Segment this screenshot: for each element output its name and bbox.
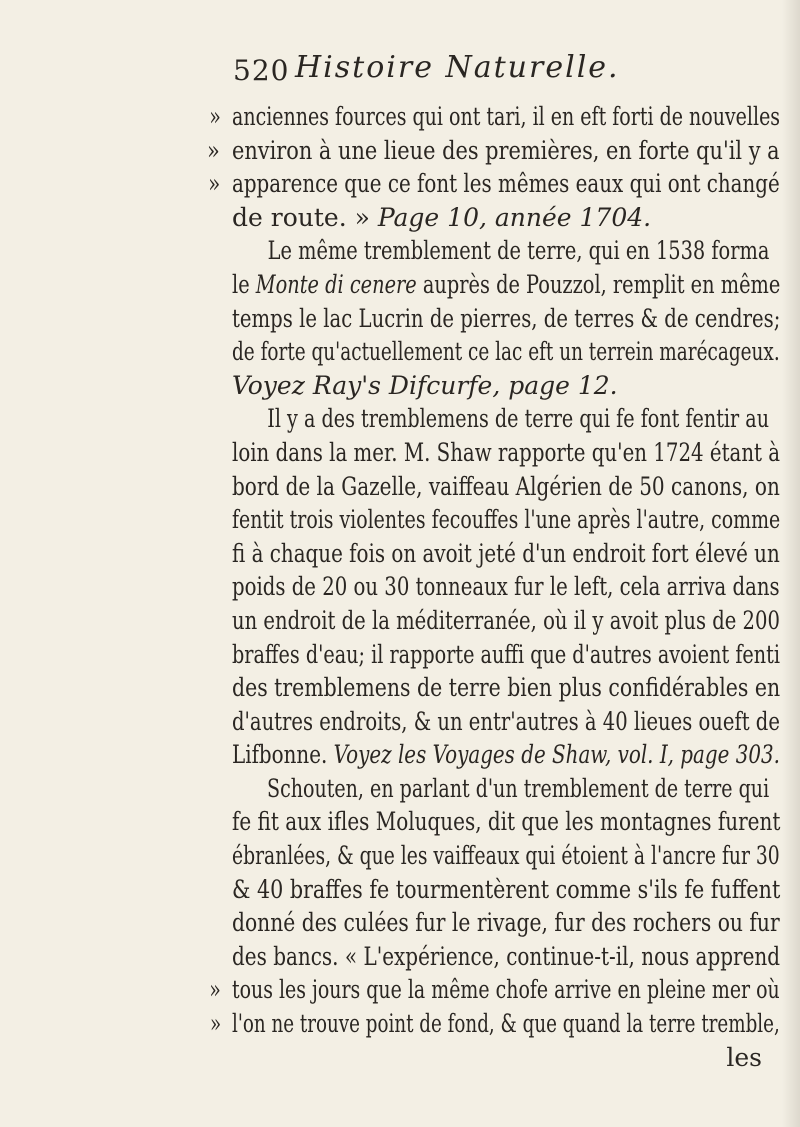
text-segment: de forte qu'actuellement ce lac eft un terrein marécageux. bbox=[232, 337, 780, 367]
quote-mark: » bbox=[209, 975, 221, 1005]
text-segment: Lifbonne. bbox=[232, 740, 334, 770]
text-line bbox=[232, 671, 781, 705]
text-line bbox=[232, 268, 781, 302]
text-line bbox=[232, 302, 781, 336]
text-segment: loin dans la mer. M. Shaw rapporte qu'en 1724 étant à bbox=[232, 437, 781, 467]
text-segment: des bancs. « L'expérience, continue-t-il, nous apprend bbox=[232, 941, 781, 971]
text-segment: fentit trois violentes fecouffes l'une après l'autre, comme bbox=[232, 505, 781, 535]
text-segment: bord de la Gazelle, vaiffeau Algérien de 50 canons, on bbox=[232, 471, 780, 501]
page-edge-shadow bbox=[782, 0, 800, 1127]
page-number: 520 bbox=[233, 54, 290, 87]
text-line bbox=[232, 335, 780, 369]
text-line bbox=[232, 638, 780, 672]
text-line bbox=[232, 537, 780, 571]
text-segment: temps le lac Lucrin de pierres, de terres & de cendres; bbox=[232, 303, 781, 333]
text-segment: le bbox=[232, 269, 256, 299]
text-line bbox=[232, 805, 781, 839]
text-segment: apparence que ce font les mêmes eaux qui ont changé bbox=[232, 169, 780, 199]
text-segment: braffes d'eau; il rapporte auffi que d'autres avoient fenti bbox=[232, 639, 780, 669]
italic-text: Page 10, année 1704. bbox=[377, 202, 652, 232]
running-title: Histoire Naturelle. bbox=[295, 50, 620, 85]
text-line bbox=[232, 436, 781, 470]
text-line bbox=[232, 402, 770, 436]
italic-text: Monte di cenere bbox=[255, 269, 417, 299]
text-line bbox=[232, 201, 792, 235]
text-segment: Il y a des tremblemens de terre qui fe font fentir au bbox=[267, 404, 770, 434]
text-segment: environ à une lieue des premières, en forte qu'il y a bbox=[232, 135, 780, 165]
text-segment: Schouten, en parlant d'un tremblement de terre qui bbox=[267, 773, 770, 803]
text-line bbox=[232, 873, 781, 907]
text-segment: fi à chaque fois on avoit jeté d'un endroit fort élevé un bbox=[232, 538, 780, 568]
quote-mark: » bbox=[210, 1009, 222, 1039]
text-line bbox=[208, 167, 780, 201]
text-line bbox=[210, 1007, 780, 1041]
italic-text: Voyez Ray's Difcurfe, page 12. bbox=[232, 370, 618, 400]
text-line bbox=[232, 772, 770, 806]
text-line bbox=[232, 705, 780, 739]
quote-mark: » bbox=[206, 135, 220, 165]
text-line bbox=[232, 738, 780, 772]
text-segment: ébranlées, & que les vaiffeaux qui étoient à l'ancre fur 30 bbox=[232, 841, 780, 871]
text-line bbox=[232, 940, 781, 974]
text-segment: un endroit de la méditerranée, où il y avoit plus de 200 bbox=[232, 605, 780, 635]
text-line bbox=[209, 100, 781, 134]
text-line bbox=[232, 503, 781, 537]
text-segment: des tremblemens de terre bien plus confidérables en bbox=[232, 673, 781, 703]
text-line bbox=[232, 604, 780, 638]
text-line bbox=[232, 470, 780, 504]
page-header bbox=[233, 50, 773, 94]
text-line bbox=[232, 369, 792, 403]
text-line bbox=[232, 234, 770, 268]
text-segment: de route. » bbox=[232, 202, 378, 232]
text-segment: anciennes fources qui ont tari, il en eft forti de nouvelles bbox=[232, 102, 781, 131]
text-line bbox=[206, 134, 780, 168]
text-segment: l'on ne trouve point de fond, & que quand la terre tremble, bbox=[232, 1009, 780, 1039]
text-segment: auprès de Pouzzol, remplit en même bbox=[416, 269, 781, 299]
text-line bbox=[232, 570, 780, 604]
quote-mark: » bbox=[208, 169, 221, 199]
text-line bbox=[232, 906, 780, 940]
catchword: les bbox=[726, 1042, 762, 1072]
text-segment: & 40 braffes fe tourmentèrent comme s'ils fe fuffent bbox=[232, 874, 781, 904]
text-segment: d'autres endroits, & un entr'autres à 40 lieues oueft de bbox=[232, 706, 780, 736]
text-line bbox=[232, 839, 780, 873]
text-segment: donné des culées fur le rivage, fur des rochers ou fur bbox=[232, 908, 780, 938]
text-segment: tous les jours que la même chofe arrive en pleine mer où bbox=[232, 975, 780, 1005]
text-segment: fe fit aux ifles Moluques, dit que les montagnes furent bbox=[232, 807, 781, 837]
quote-mark: » bbox=[209, 102, 221, 131]
text-line bbox=[209, 973, 780, 1007]
text-segment: poids de 20 ou 30 tonneaux fur le left, cela arriva dans bbox=[232, 572, 780, 602]
text-segment: Le même tremblement de terre, qui en 1538 forma bbox=[267, 236, 770, 266]
italic-text: Voyez les Voyages de Shaw, vol. I, page 303. bbox=[333, 740, 780, 770]
body-text bbox=[206, 100, 792, 1074]
